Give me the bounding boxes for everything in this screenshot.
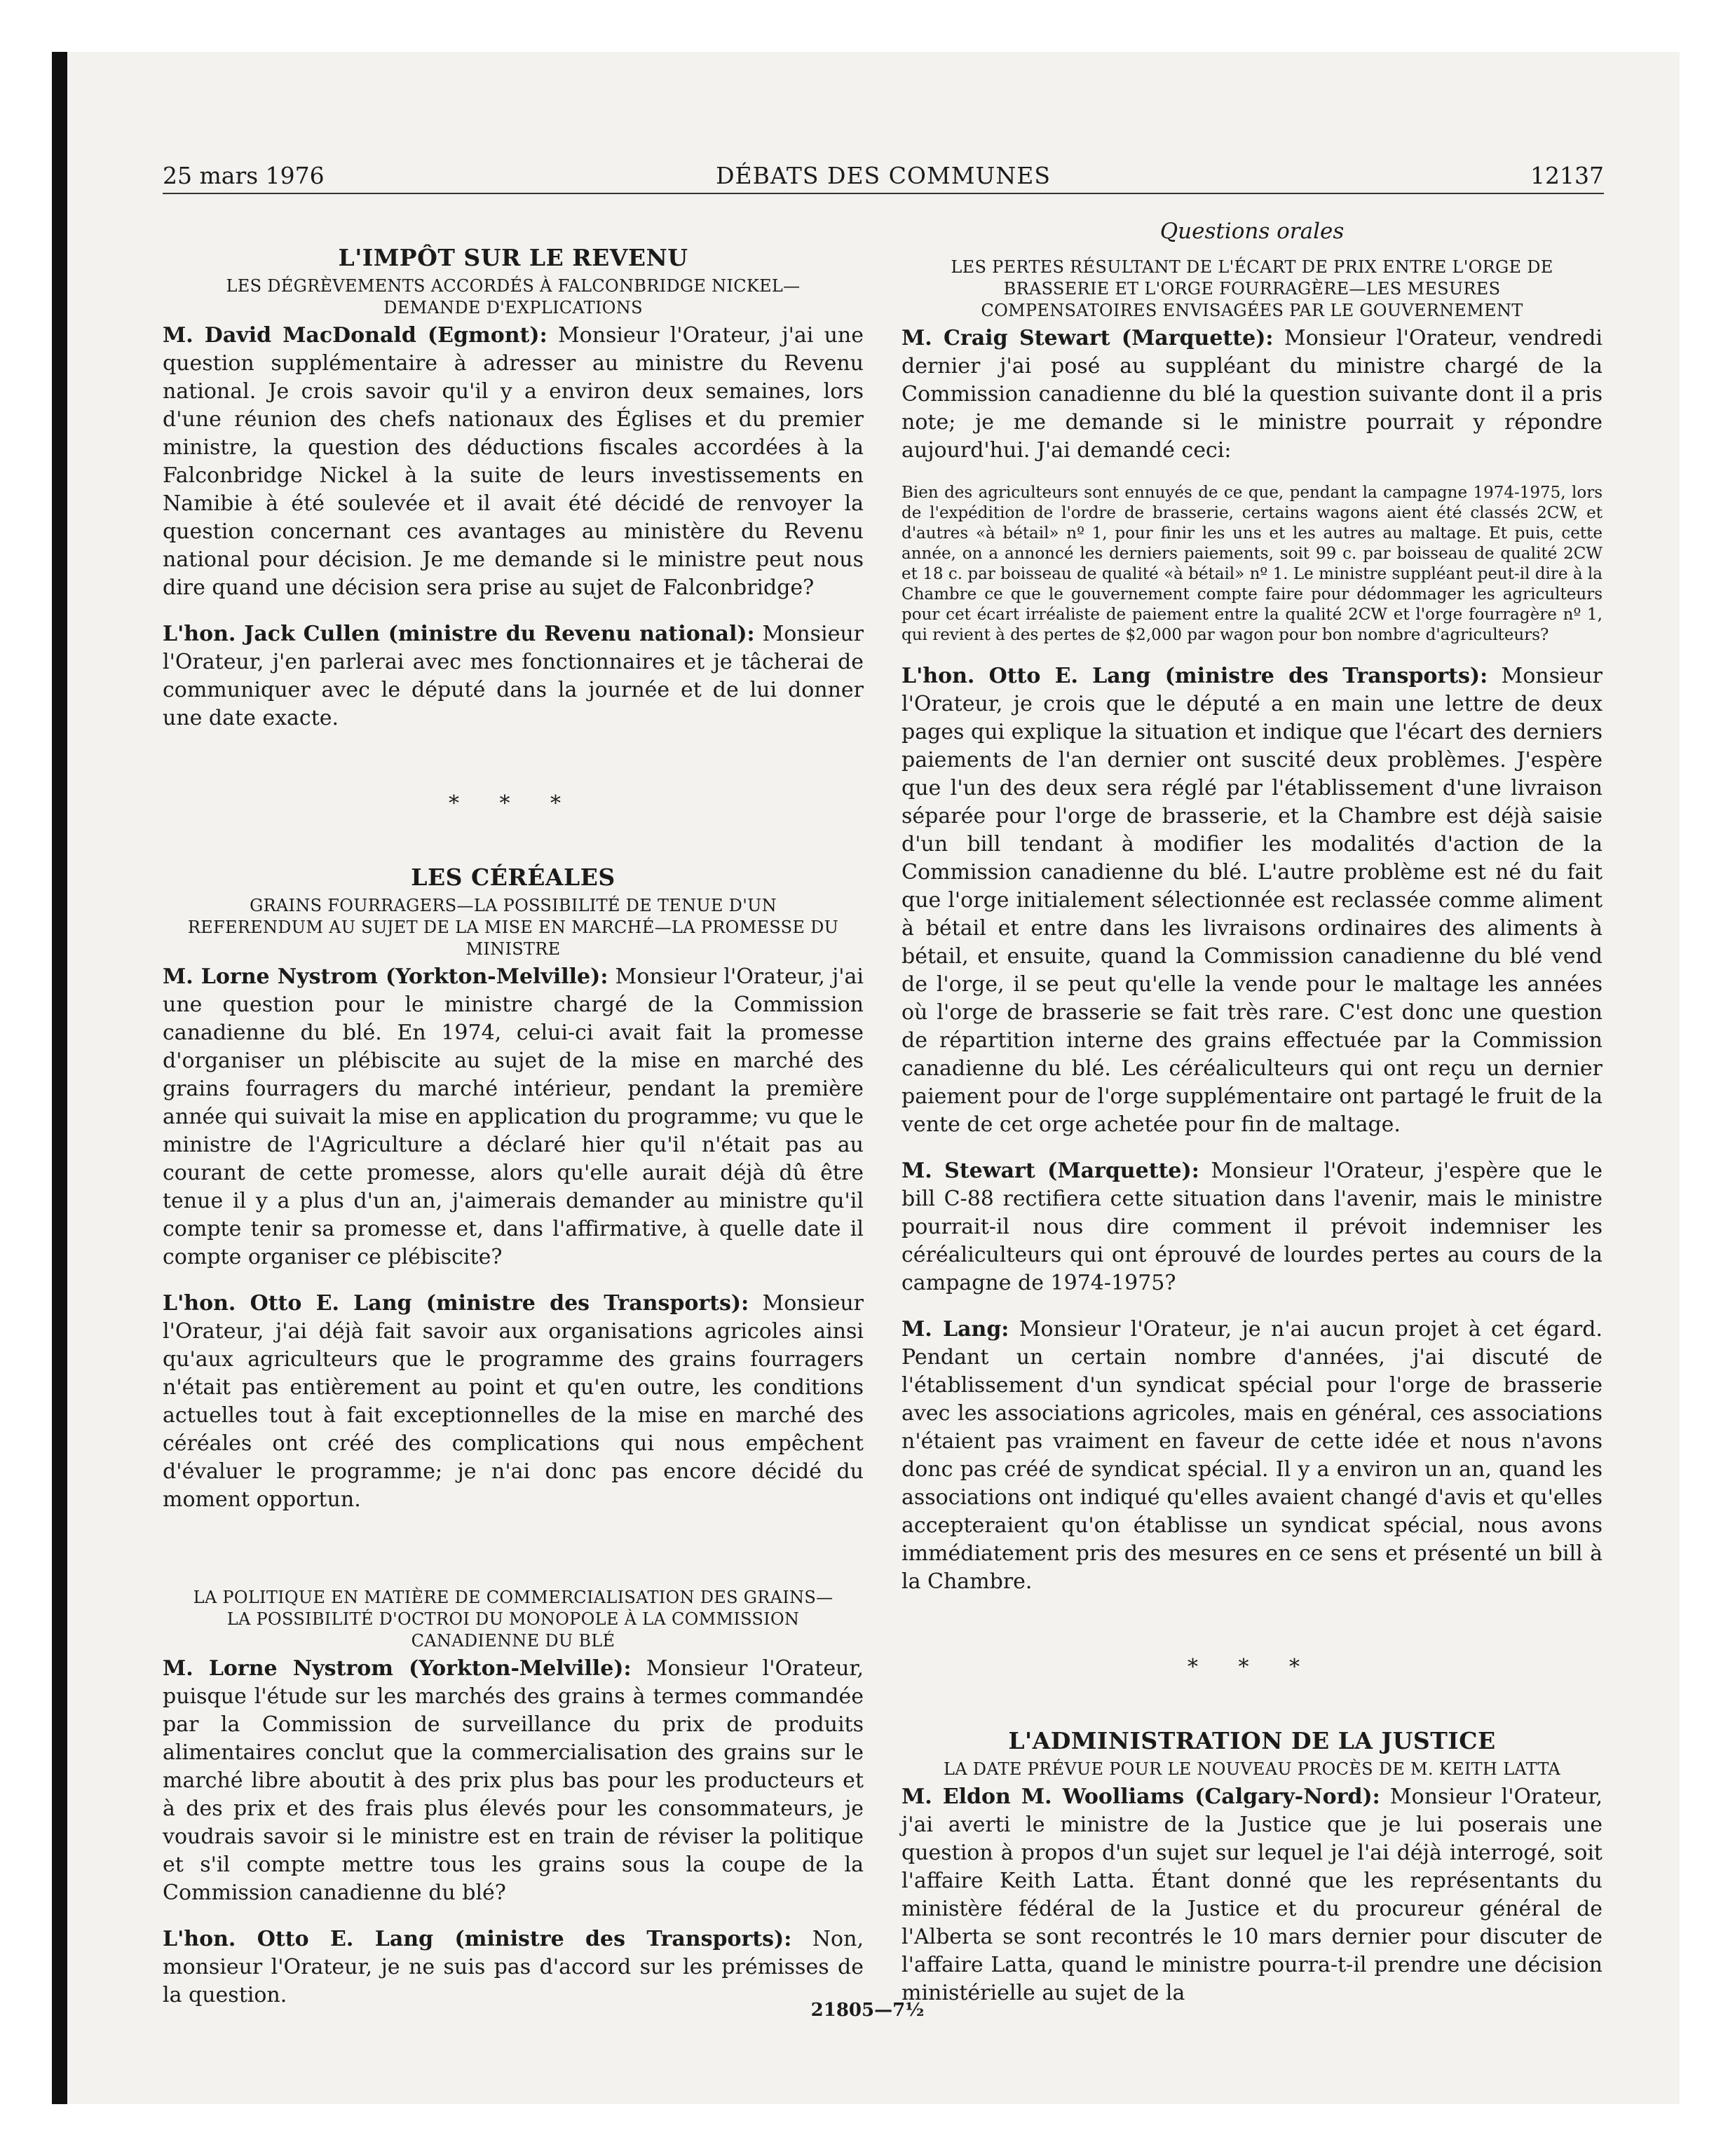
speech-text: Monsieur l'Orateur, j'espère que le bill C-88 rectifiera cette situation dans l'avenir, mais le ministre pourrait-il nous dire comment il prévoit indemniser les céréaliculteurs qui ont éprouvé de lourdes pertes au cours de la campagne de 1974-1975? [901,1159,1603,1295]
section-title-justice: L'ADMINISTRATION DE LA JUSTICE [1008,1727,1496,1754]
running-head: Questions orales [1159,219,1345,244]
section-title-income-tax: L'IMPÔT SUR LE REVENU [338,244,688,271]
speech-paragraph [163,1655,864,1907]
speech-paragraph [901,1783,1603,2007]
speech-text: Monsieur l'Orateur, j'en parlerai avec mes fonctionnaires et je tâcherai de communiquer avec le député dans la journée et de lui donner une date exacte. [163,622,864,730]
section-title-cereals: LES CÉRÉALES [411,864,615,891]
speech-text: Monsieur l'Orateur, vendredi dernier j'ai posé au suppléant du ministre chargé de la Commission canadienne du blé la question suivante dont il a pris note; je me demande si le ministre pourrait y répondre aujourd'hui. J'ai demandé ceci: [901,326,1603,463]
speaker-name: L'hon. Jack Cullen (ministre du Revenu national): [163,622,755,646]
scan-edge-bar [52,52,67,2104]
right-column [901,203,1603,2026]
speech-paragraph [901,662,1603,1139]
header-publication-title: DÉBATS DES COMMUNES [716,162,1051,189]
speaker-name: M. Lorne Nystrom (Yorkton-Melville): [163,964,608,989]
section-subtitle-feed-grains: GRAINS FOURRAGERS—LA POSSIBILITÉ DE TENUE D'UN REFERENDUM AU SUJET DE LA MISE EN MARCHÉ—LA PROMESSE DU MINISTRE [187,896,839,959]
section-subtitle-barley-price-gap: LES PERTES RÉSULTANT DE L'ÉCART DE PRIX ENTRE L'ORGE DE BRASSERIE ET L'ORGE FOURRAGÈRE—LES MESURES COMPENSATOIRES ENVISAGÉES PAR LE GOUVERNEMENT [951,257,1553,320]
speaker-name: L'hon. Otto E. Lang (ministre des Transports): [163,1927,792,1951]
speech-text: Monsieur l'Orateur, j'ai une question supplémentaire à adresser au ministre du Revenu national. Je crois savoir qu'il y a environ deux semaines, lors d'une réunion des chefs nationaux des Églises et du premier ministre, la question des déductions fiscales accordées à la Falconbridge Nickel à la suite de leurs investissements en Namibie à été soulevée et il avait été décidé de renvoyer la question concernant ces avantages au ministère du Revenu national pour décision. Je me demande si le ministre peut nous dire quand une décision sera prise au sujet de Falconbridge? [163,323,864,600]
speech-paragraph [163,1290,864,1514]
section-separator-stars: * * * [448,791,578,816]
speech-text: Monsieur l'Orateur, puisque l'étude sur les marchés des grains à termes commandée par la Commission de surveillance du prix de produits alimentaires conclut que la commercialisation des grains sur le marché libre aboutit à des prix plus bas pour les producteurs et à des prix et des frais plus élevés pour les consommateurs, je voudrais savoir si le ministre est en train de réviser la politique et s'il compte mettre tous les grains sous la coupe de la Commission canadienne du blé? [163,1656,864,1905]
speaker-name: L'hon. Otto E. Lang (ministre des Transports): [163,1291,749,1316]
section-subtitle-falconbridge: LES DÉGRÈVEMENTS ACCORDÉS À FALCONBRIDGE NICKEL—DEMANDE D'EXPLICATIONS [226,276,801,318]
speech-paragraph [901,1157,1603,1297]
section-subtitle-latta-trial: LA DATE PRÉVUE POUR LE NOUVEAU PROCÈS DE M. KEITH LATTA [943,1759,1561,1779]
speaker-name: M. Eldon M. Woolliams (Calgary-Nord): [901,1785,1380,1809]
header-date: 25 mars 1976 [163,162,325,189]
speech-text: Monsieur l'Orateur, je crois que le député a en main une lettre de deux pages qui explique la situation et indique que l'écart des derniers paiements de l'an dernier ont suscité deux problèmes. J'espère que l'un des deux sera réglé par l'établissement d'une livraison séparée pour l'orge de brasserie, et la Chambre est déjà saisie d'un bill tendant à modifier les modalités d'action de la Commission canadienne du blé. L'autre problème est né du fait que l'orge initialement sélectionnée est reclassée comme aliment à bétail et entre dans les livraisons ordinaires des aliments à bétail, et ensuite, quand la Commission canadienne du blé vend de l'orge, il se peut qu'elle la vende pour le maltage les années où l'orge de brasserie se fait très rare. C'est donc une question de répartition interne des grains effectuée par la Commission canadienne du blé. Les céréaliculteurs qui ont reçu un dernier paiement pour de l'orge supplémentaire ont partagé le fruit de la vente de cet orge achetée pour fin de maltage. [901,664,1603,1137]
speech-paragraph [901,325,1603,465]
speech-paragraph [163,963,864,1271]
speaker-name: M. Stewart (Marquette): [901,1159,1199,1183]
speech-text: Monsieur l'Orateur, j'ai déjà fait savoir aux organisations agricoles ainsi qu'aux agriculteurs que le programme des grains fourragers n'était pas entièrement au point et qu'en outre, les conditions actuelles tout à fait exceptionnelles de la mise en marché des céréales ont créé des complications qui nous empêchent d'évaluer le programme; je n'ai donc pas encore décidé du moment opportun. [163,1291,864,1512]
page-header [163,158,1604,194]
speaker-name: M. Lorne Nystrom (Yorkton-Melville): [163,1656,632,1681]
speaker-name: M. Lang: [901,1317,1009,1342]
speech-paragraph [901,1316,1603,1596]
header-page-number: 12137 [1530,162,1604,189]
left-column [163,203,864,2028]
speech-text: Monsieur l'Orateur, j'ai averti le ministre de la Justice que je lui poserais une question à propos d'un sujet sur lequel je l'ai déjà interrogé, soit l'affaire Keith Latta. Étant donné que les représentants du ministère fédéral de la Justice et du procureur général de l'Alberta se sont recontrés le 10 mars dernier pour discuter de l'affaire Latta, quand le ministre pourra-t-il prendre une décision ministérielle au sujet de la [901,1785,1603,2005]
speech-text: Monsieur l'Orateur, j'ai une question pour le ministre chargé de la Commission canadienne du blé. En 1974, celui-ci avait fait la promesse d'organiser un plébiscite au sujet de la mise en marché des grains fourragers du marché intérieur, pendant la première année qui suivait la mise en application du programme; vu que le ministre de l'Agriculture a déclaré hier qu'il n'était pas au courant de cette promesse, alors qu'elle aurait déjà dû être tenue il y a plus d'un an, j'aimerais demander au ministre qu'il compte tenir sa promesse et, dans l'affirmative, à quelle date il compte organiser ce plébiscite? [163,964,864,1269]
speech-paragraph [163,1925,864,2010]
speech-text: Monsieur l'Orateur, je n'ai aucun projet à cet égard. Pendant un certain nombre d'années, j'ai discuté de l'établissement d'un syndicat spécial pour l'orge de brasserie avec les associations agricoles, mais en général, ces associations n'étaient pas vraiment en faveur de cette idée et nous n'avons donc pas créé de syndicat spécial. Il y a environ un an, quand les associations ont indiqué qu'elles avaient changé d'avis et qu'elles accepteraient qu'on établisse un syndicat spécial, nous avons immédiatement pris des mesures en ce sens et présenté un bill à la Chambre. [901,1317,1603,1594]
speaker-name: M. Craig Stewart (Marquette): [901,326,1274,350]
speech-text: Non, monsieur l'Orateur, je ne suis pas d'accord sur les prémisses de la question. [163,1927,864,2007]
speech-paragraph [163,620,864,732]
speaker-name: L'hon. Otto E. Lang (ministre des Transports): [901,664,1488,688]
section-separator-stars: * * * [1187,1655,1317,1679]
quoted-question: Bien des agriculteurs sont ennuyés de ce que, pendant la campagne 1974-1975, lors de l'expédition de l'ordre de brasserie, certains wagons aient été classés 2CW, et d'autres «à bétail» nº 1, pour finir les uns et les autres au maltage. Et puis, cette année, on a annoncé les derniers paiements, soit 99 c. par boisseau de qualité 2CW et 18 c. par boisseau de qualité «à bétail» nº 1. Le ministre suppléant peut-il dire à la Chambre ce que le gouvernement compte faire pour dédommager les agriculteurs pour cet écart irréaliste de paiement entre la qualité 2CW et l'orge fourragère nº 1, qui revient à des pertes de $2,000 par wagon pour bon nombre d'agriculteurs? [901,484,1603,644]
speaker-name: M. David MacDonald (Egmont): [163,323,547,348]
page-footer-signature: 21805—7½ [810,2000,925,2021]
speech-paragraph [163,322,864,602]
section-subtitle-grain-marketing-policy: LA POLITIQUE EN MATIÈRE DE COMMERCIALISATION DES GRAINS—LA POSSIBILITÉ D'OCTROI DU MONOPOLE À LA COMMISSION CANADIENNE DU BLÉ [193,1588,834,1651]
